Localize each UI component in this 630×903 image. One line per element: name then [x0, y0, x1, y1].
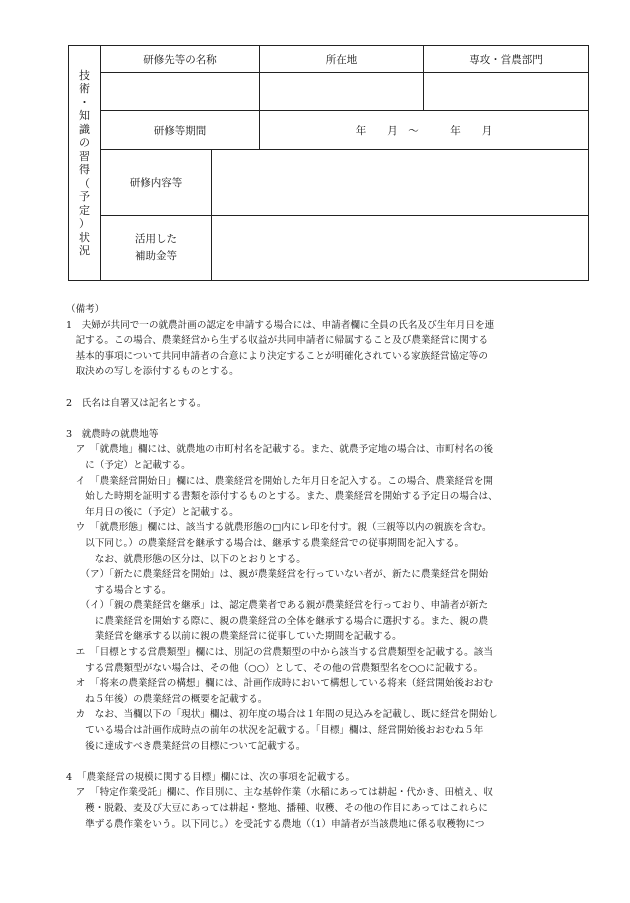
notes-line: オ 「将来の農業経営の構想」欄には、計画作成時において構想している将来（経営開始後おおむ [66, 678, 493, 690]
side-char: ） [79, 217, 90, 230]
side-char: ・ [79, 95, 90, 109]
subsidy-label [101, 216, 212, 281]
notes-line: 後に達成すべき農業経営の目標について記載する。 [66, 740, 306, 752]
side-char: 定 [79, 203, 90, 217]
notes-line: （イ）「親の農業経営を継承」は、認定農業者である親が農業経営を行っており、申請者が新た [66, 600, 489, 612]
period-value[interactable]: 年 月 〜 年 月 [260, 111, 589, 150]
notes-line: する営農類型がない場合は、その他（○○）として、その他の営農類型名を○○に記載する。 [66, 662, 484, 674]
notes-line: する場合とする。 [66, 584, 172, 596]
notes-line: 基本的事項について共同申請者の合意により決定することが明確化されている家族経営協定等の [66, 350, 488, 362]
side-char: 得 [79, 163, 90, 176]
header-major: 専攻・営農部門 [424, 46, 589, 73]
side-char: 予 [79, 190, 90, 203]
notes-line: ね５年後）の農業経営の概要を記載する。 [66, 693, 268, 705]
side-char: 状 [79, 230, 90, 244]
side-char: 習 [79, 149, 90, 163]
notes-line: 記する。この場合、農業経営から生ずる収益が共同申請者に帰属すること及び農業経営に関する [66, 335, 489, 347]
subsidy-field[interactable] [212, 216, 589, 281]
notes-line: 3 就農時の就農地等 [66, 428, 159, 440]
subsidy-label-line: 活用した [135, 233, 177, 245]
side-char: 術 [79, 82, 90, 95]
content-field[interactable] [212, 150, 589, 216]
side-char: （ [79, 176, 90, 190]
notes-line: 2 氏名は自署又は記名とする。 [66, 397, 207, 409]
notes-blank-line [66, 411, 596, 427]
side-label [69, 46, 101, 281]
major-field[interactable] [424, 73, 589, 111]
notes-line: イ 「農業経営開始日」欄には、農業経営を開始した年月日を記入する。この場合、農業経営を開 [66, 475, 493, 487]
notes-section [66, 302, 596, 832]
notes-line: （ア）「新たに農業経営を開始」は、親が農業経営を行っていない者が、新たに農業経営を開始 [66, 569, 489, 581]
notes-line: 業経営を継承する以前に親の農業経営に従事していた期間を記載する。 [66, 631, 402, 643]
notes-line: 4 「農業経営の規模に関する目標」欄には、次の事項を記載する。 [66, 771, 356, 783]
content-label: 研修内容等 [101, 150, 212, 216]
notes-heading: （備考） [66, 304, 105, 315]
notes-line: 取決めの写しを添付するものとする。 [66, 366, 239, 378]
side-char: 識 [79, 122, 90, 136]
notes-line: 1 夫婦が共同で一の就農計画の認定を申請する場合には、申請者欄に全員の氏名及び生年月日を連 [66, 319, 495, 331]
notes-line: に（予定）と記載する。 [66, 459, 191, 471]
header-training-name: 研修先等の名称 [101, 46, 260, 73]
notes-line: ウ 「就農形態」欄には、該当する就農形態の□内にレ印を付す。親（三親等以内の親族を含む。 [66, 522, 492, 534]
notes-line: ア 「特定作業受託」欄に、作目別に、主な基幹作業（水稲にあっては耕起・代かき、田植え、収 [66, 787, 494, 799]
training-name-field[interactable] [101, 73, 260, 111]
header-location: 所在地 [260, 46, 424, 73]
period-label: 研修等期間 [101, 111, 260, 150]
notes-line: なお、就農形態の区分は、以下のとおりとする。 [66, 553, 306, 565]
notes-line: 年月日の後に（予定）と記載する。 [66, 506, 239, 518]
notes-line: 以下同じ。）の農業経営を継承する場合は、継承する農業経営での従事期間を記入する。 [66, 537, 465, 549]
side-char: 知 [79, 109, 90, 122]
side-char: 技 [79, 68, 90, 82]
notes-line: 始した時期を証明する書類を添付するものとする。また、農業経営を開始する予定日の場合は、 [66, 491, 498, 503]
notes-line: エ 「目標とする営農類型」欄には、別記の営農類型の中から該当する営農類型を記載する。該当 [66, 647, 493, 659]
notes-lines [66, 318, 596, 833]
location-field[interactable] [260, 73, 424, 111]
subsidy-label-line: 補助金等 [135, 250, 177, 262]
training-status-table [68, 45, 589, 281]
notes-blank-line [66, 380, 596, 396]
side-char: 況 [79, 244, 90, 257]
side-char: の [79, 136, 90, 149]
notes-line: に農業経営を開始する際に、親の農業経営の全体を継承する場合に選択する。また、親の農 [66, 615, 489, 627]
notes-line: ている場合は計画作成時点の前年の状況を記載する。「目標」欄は、経営開始後おおむね５年 [66, 725, 484, 737]
notes-line: ア 「就農地」欄には、就農地の市町村名を記載する。また、就農予定地の場合は、市町村名の後 [66, 444, 493, 456]
notes-line: 穫・脱穀、麦及び大豆にあっては耕起・整地、播種、収穫、その他の作目にあってはこれらに [66, 803, 488, 814]
notes-line: 準ずる農作業をいう。以下同じ。）を受託する農地（（1）申請者が当該農地に係る収穫物につ [66, 818, 485, 830]
notes-line: カ なお、当欄以下の「現状」欄は、初年度の場合は１年間の見込みを記載し、既に経営を開始し [66, 709, 498, 721]
notes-blank-line [66, 754, 596, 770]
